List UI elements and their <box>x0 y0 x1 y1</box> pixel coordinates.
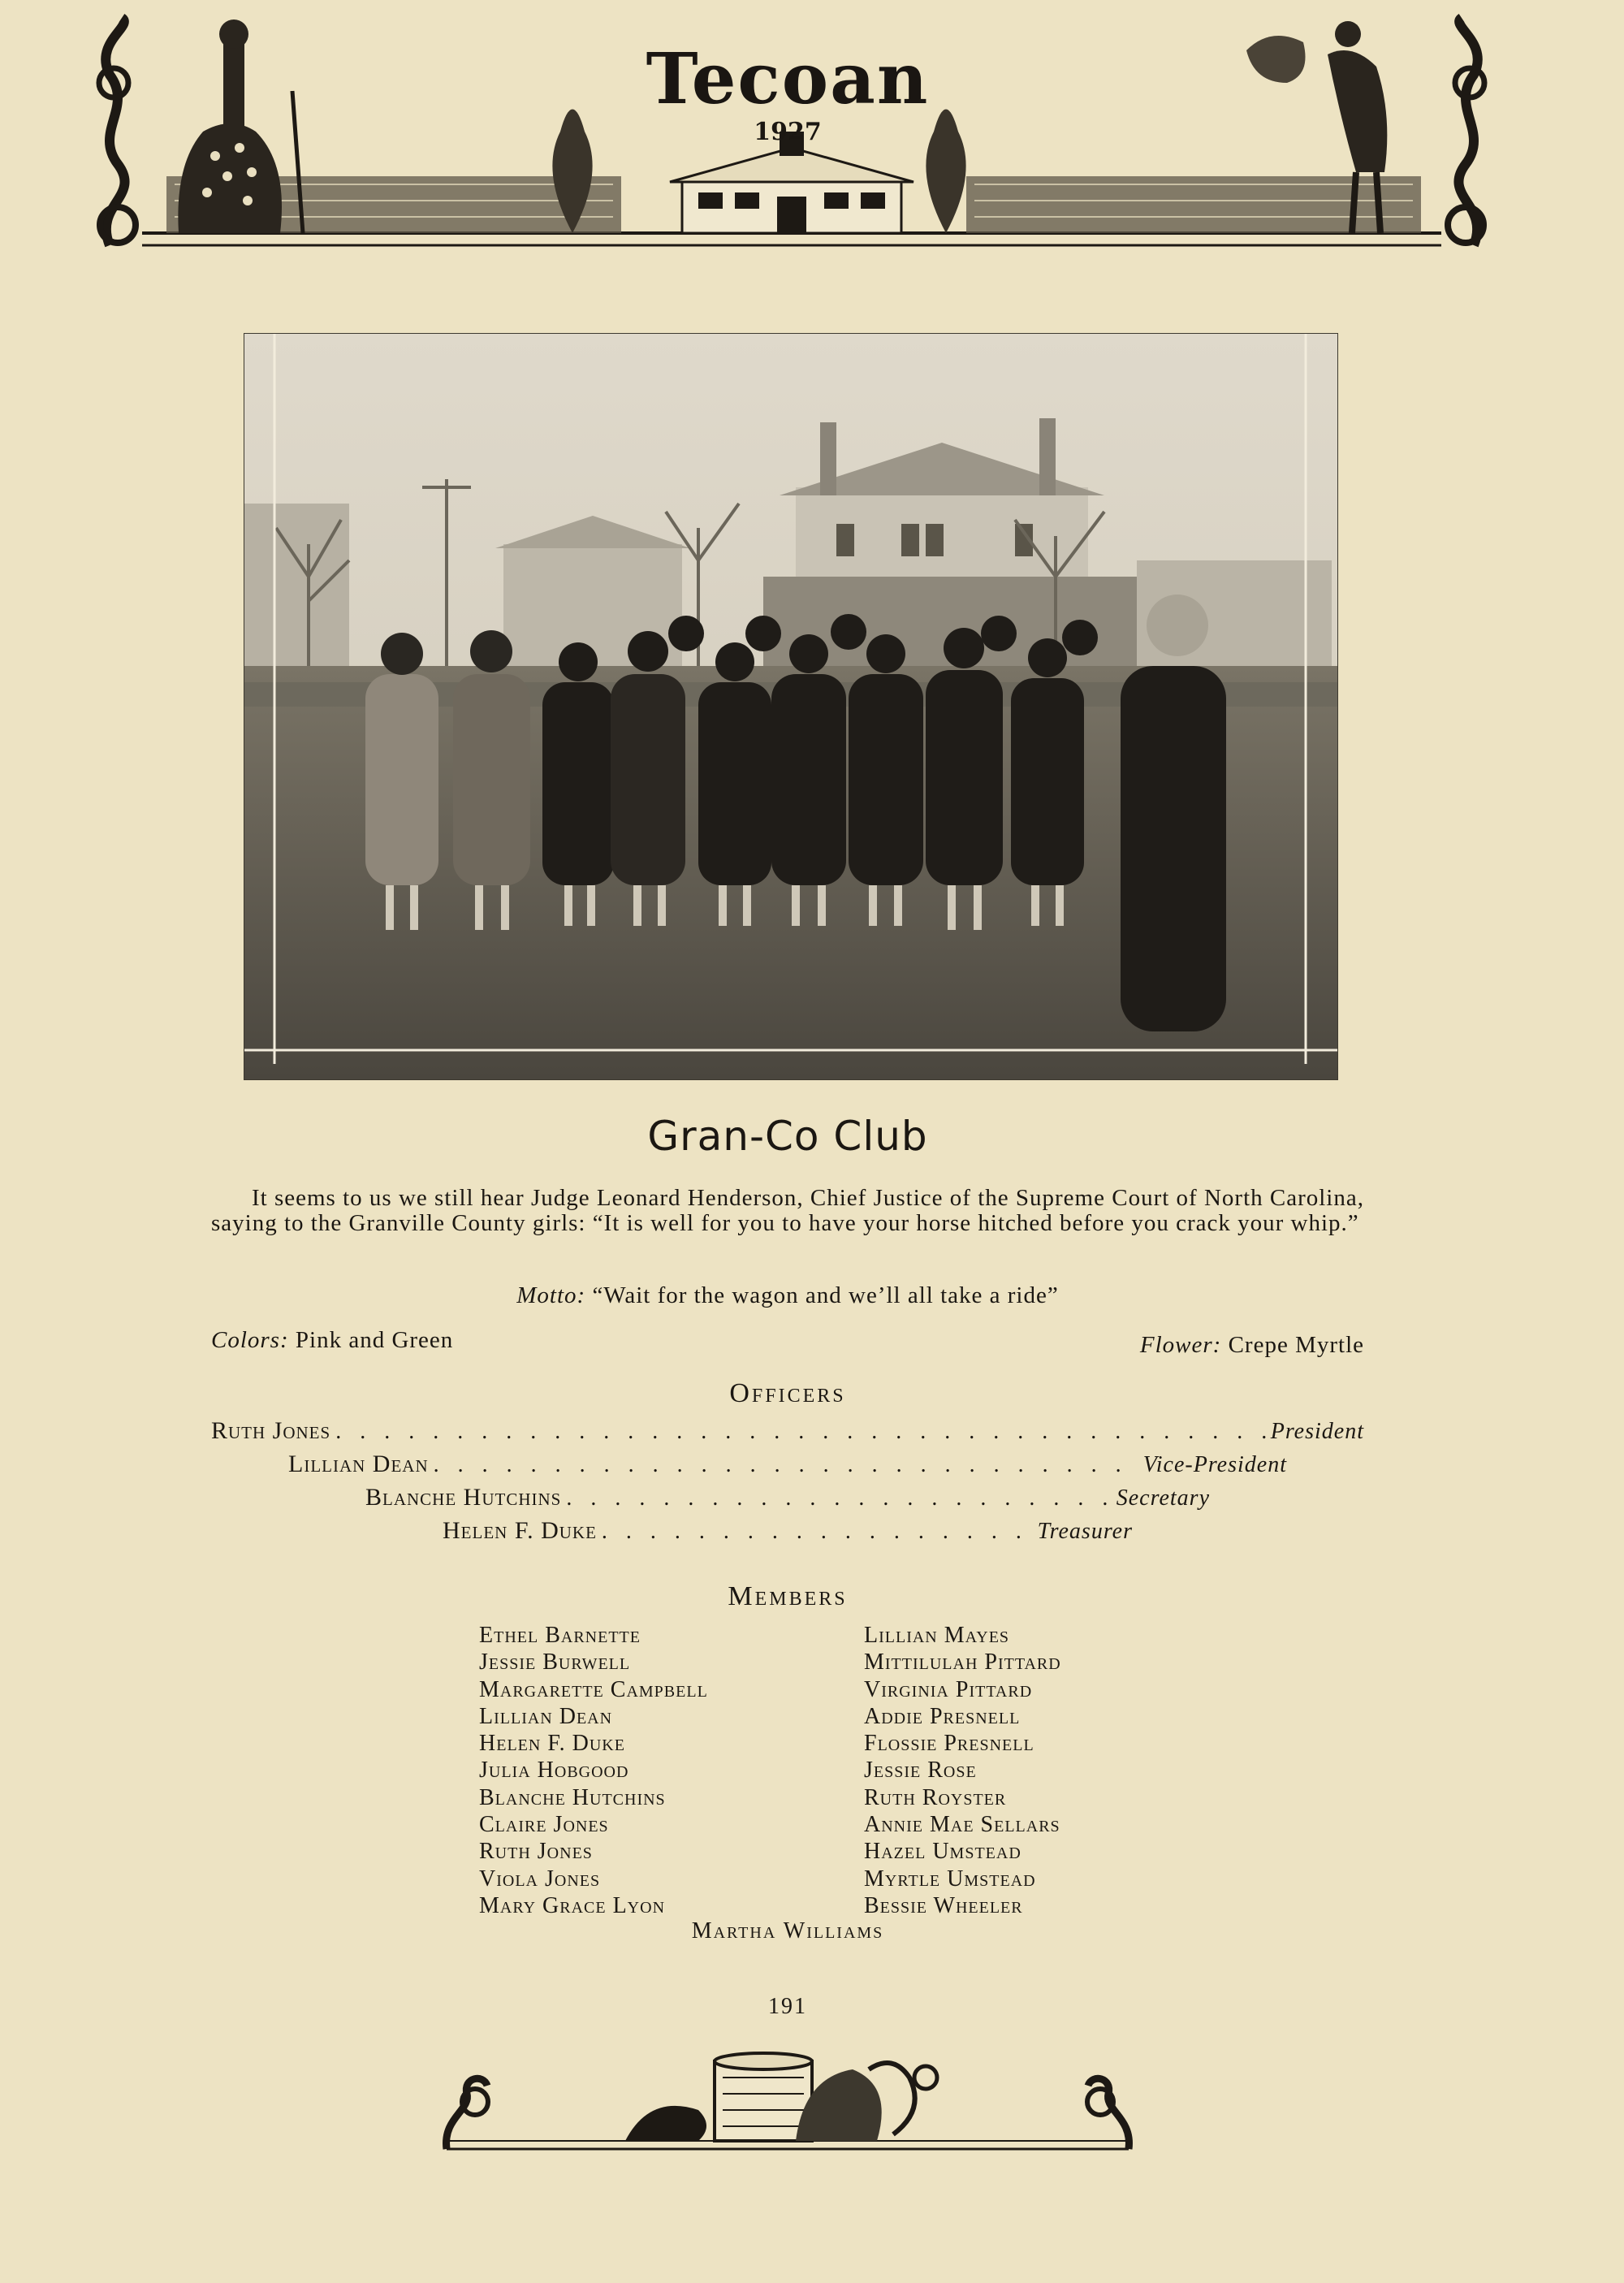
member-name: Hazel Umstead <box>864 1839 1021 1865</box>
member-name: Jessie Rose <box>864 1758 977 1784</box>
club-intro-paragraph: It seems to us we still hear Judge Leonard Henderson, Chief Justice of the Supreme Court of North Carolina, saying to the Granville County girls: “It is well for you to have your horse hitched before you crack your whip.” <box>211 1185 1364 1236</box>
masthead <box>625 38 950 146</box>
motto-text: “Wait for the wagon and we’ll all take a ride” <box>592 1282 1059 1308</box>
footer-ornament <box>438 2045 1137 2159</box>
members-heading: Members <box>728 1581 848 1611</box>
members-left-column <box>479 1622 708 1919</box>
officer-name: Lillian Dean <box>288 1451 429 1477</box>
member-name: Mary Grace Lyon <box>479 1892 666 1918</box>
officer-row <box>443 1517 1133 1545</box>
officer-name: Helen F. Duke <box>443 1517 597 1544</box>
member-name: Mittilulah Pittard <box>864 1650 1061 1675</box>
member-name: Bessie Wheeler <box>864 1892 1023 1918</box>
officers-heading: Officers <box>729 1378 846 1408</box>
member-name: Blanche Hutchins <box>479 1784 666 1810</box>
member-name: Margarette Campbell <box>479 1676 708 1702</box>
officer-row <box>288 1451 1287 1478</box>
member-name: Lillian Dean <box>479 1703 613 1729</box>
club-group-photo <box>244 333 1338 1080</box>
member-name: Annie Mae Sellars <box>864 1812 1060 1838</box>
members-right-column <box>864 1622 1061 1919</box>
member-name: Jessie Burwell <box>479 1650 631 1675</box>
member-name: Ruth Royster <box>864 1784 1007 1810</box>
leader-dots <box>335 1419 1266 1445</box>
club-flower <box>1140 1332 1364 1359</box>
member-name: Lillian Mayes <box>864 1623 1010 1648</box>
member-name: Myrtle Umstead <box>864 1866 1036 1892</box>
club-colors <box>211 1327 453 1354</box>
officer-title: Treasurer <box>1037 1519 1133 1544</box>
officer-name: Ruth Jones <box>211 1417 331 1444</box>
club-motto <box>211 1282 1364 1309</box>
member-name: Ruth Jones <box>479 1839 593 1865</box>
officer-title: Secretary <box>1116 1485 1210 1511</box>
colors-label: Colors: <box>211 1327 289 1353</box>
member-name: Addie Presnell <box>864 1703 1021 1729</box>
member-name: Ethel Barnette <box>479 1623 641 1648</box>
leader-dots <box>602 1519 1033 1545</box>
page-number: 191 <box>768 1994 807 2019</box>
leader-dots <box>566 1485 1111 1511</box>
flower-value: Crepe Myrtle <box>1228 1332 1364 1358</box>
club-title: Gran-Co Club <box>647 1113 928 1160</box>
member-name: Martha Williams <box>691 1918 884 1944</box>
officer-name: Blanche Hutchins <box>365 1484 562 1511</box>
colors-value: Pink and Green <box>295 1327 454 1353</box>
motto-label: Motto: <box>516 1282 586 1308</box>
flower-label: Flower: <box>1139 1332 1222 1358</box>
leader-dots <box>434 1452 1138 1478</box>
officer-row <box>365 1484 1210 1511</box>
member-name: Viola Jones <box>479 1866 601 1892</box>
officer-title: President <box>1270 1419 1364 1444</box>
member-name: Flossie Presnell <box>864 1731 1034 1757</box>
member-name: Virginia Pittard <box>864 1676 1033 1702</box>
member-name: Julia Hobgood <box>479 1758 629 1784</box>
officer-title: Vice-President <box>1142 1452 1287 1477</box>
member-name: Helen F. Duke <box>479 1731 625 1757</box>
member-name: Claire Jones <box>479 1812 609 1838</box>
publication-year: 1927 <box>754 118 822 146</box>
officer-row <box>211 1417 1364 1445</box>
publication-title: Tecoan <box>646 38 930 120</box>
